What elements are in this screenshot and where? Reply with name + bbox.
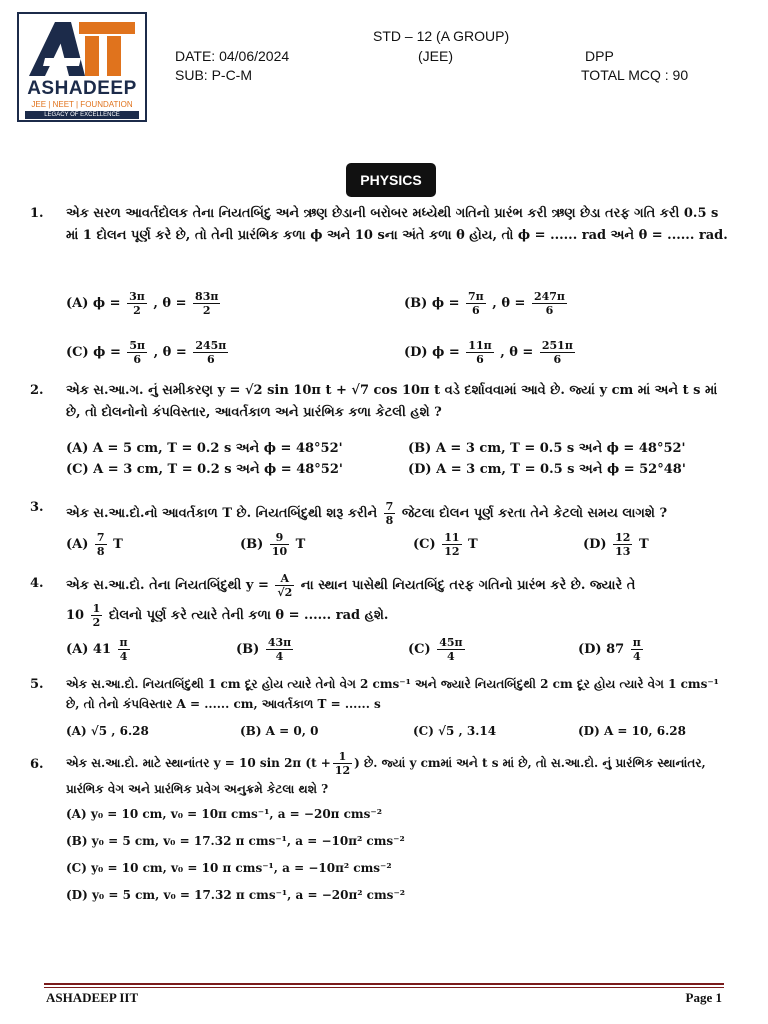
option-b: (B) y₀ = 5 cm, v₀ = 17.32 π cms⁻¹, a = −10π² cms⁻² <box>66 834 405 848</box>
option-b: (B) ϕ = $\frac{7\pi}{6}$ , θ = $\frac{247\pi}{6}$ <box>404 290 565 317</box>
logo-tagline: JEE | NEET | FOUNDATION <box>31 100 133 109</box>
header-total: TOTAL MCQ : 90 <box>581 67 689 83</box>
question-number: 3. <box>30 500 44 515</box>
question-number: 6. <box>30 757 44 772</box>
footer-divider <box>44 983 724 985</box>
option-c: (C) y₀ = 10 cm, v₀ = 10 π cms⁻¹, a = −10π² cms⁻² <box>66 861 392 875</box>
option-a: (A) √5 , 6.28 <box>66 724 149 738</box>
option-b: (B) $\frac{43\pi}{4}$ <box>236 636 292 663</box>
footer-page-number: Page 1 <box>685 990 722 1005</box>
header-date: DATE: 04/06/2024 <box>175 48 290 64</box>
option-c: (C) A = 3 cm, T = 0.2 s અને ϕ = 48°52' <box>66 462 343 477</box>
question-text: એક સ.આ.દો. માટે સ્થાનાંતર y = 10 sin 2π (t + $\frac{1}{12}$ ) છે. જ્યાં y cmમાં અને t s માં છે, તો સ.આ.દો. નું પ્રારંભિક સ્થાનાંતર, પ્રારંભિક વેગ અને પ્રારંભિક પ્રવેગ અનુક્રમે કેટલા થશે ? <box>66 750 706 796</box>
header-type: DPP <box>585 48 614 64</box>
option-a: (A) y₀ = 10 cm, v₀ = 10π cms⁻¹, a = −20π cms⁻² <box>66 807 382 821</box>
option-b: (B) A = 0, 0 <box>240 724 319 738</box>
section-title: PHYSICS <box>346 163 436 197</box>
header-exam: (JEE) <box>418 48 453 64</box>
footer-divider-thin <box>44 987 724 988</box>
header-std: STD – 12 (A GROUP) <box>373 28 510 44</box>
option-d: (D) $\frac{12}{13}$ T <box>583 531 649 558</box>
logo-mark-icon <box>25 18 139 78</box>
header-subject: SUB: P-C-M <box>175 67 252 83</box>
question-text: એક સ.આ.દો. નિયતબિંદુથી 1 cm દૂર હોય ત્યારે તેનો વેગ 2 cms⁻¹ અને જ્યારે નિયતબિંદુથી 2 cm દૂર હોય ત્યારે વેગ 1 cms⁻¹ છે, તો તેનો કંપવિસ્તાર A = ...... cm, આવર્તકાળ T = ...... s <box>66 677 719 711</box>
option-c: (C) $\frac{45\pi}{4}$ <box>408 636 463 663</box>
option-d: (D) 87 $\frac{\pi}{4}$ <box>578 636 641 663</box>
option-c: (C) $\frac{11}{12}$ T <box>413 531 478 558</box>
option-d: (D) ϕ = $\frac{11\pi}{6}$ , θ = $\frac{251\pi}{6}$ <box>404 339 573 366</box>
option-c: (C) ϕ = $\frac{5\pi}{6}$ , θ = $\frac{245\pi}{6}$ <box>66 339 227 366</box>
option-c: (C) √5 , 3.14 <box>413 724 497 738</box>
question-number: 2. <box>30 383 44 398</box>
ashadeep-logo <box>17 12 147 122</box>
option-d: (D) A = 10, 6.28 <box>578 724 686 738</box>
option-a: (A) A = 5 cm, T = 0.2 s અને ϕ = 48°52' <box>66 441 343 456</box>
option-d: (D) y₀ = 5 cm, v₀ = 17.32 π cms⁻¹, a = −20π² cms⁻² <box>66 888 406 902</box>
question-text: એક સ.આ.ગ. નું સમીકરણ y = √2 sin 10π t + √7 cos 10π t વડે દર્શાવવામાં આવે છે. જ્યાં y cm માં અને t s માં છે, તો દોલનોનો કંપવિસ્તાર, આવર્તકાળ અને પ્રારંભિક કળા કેટલી હશે ? <box>66 383 718 420</box>
question-text-line2: 10 $\frac{1}{2}$ દોલનો પૂર્ણ કરે ત્યારે તેની કળા θ = ...... rad હશે. <box>66 602 389 629</box>
question-text: એક સરળ આવર્તદોલક તેના નિયતબિંદુ અને ઋણ છેડાની બરોબર મધ્યેથી ગતિનો પ્રારંભ કરી ઋણ છેડા તરફ ગતિ કરી 0.5 s માં 1 દોલન પૂર્ણ કરે છે, તો તેની પ્રારંભિક કળા ϕ અને 10 sના અંતે કળા θ હોય, તો ϕ = ...... rad અને θ = ...... rad. <box>66 206 728 243</box>
option-a: (A) 41 $\frac{\pi}{4}$ <box>66 636 128 663</box>
option-a: (A) $\frac{7}{8}$ T <box>66 531 123 558</box>
question-number: 1. <box>30 206 44 221</box>
logo-motto: LEGACY OF EXCELLENCE <box>25 111 139 119</box>
question-number: 5. <box>30 677 44 692</box>
question-text: એક સ.આ.દો. તેના નિયતબિંદુથી y = $\frac{A}{√2}$ ના સ્થાન પાસેથી નિયતબિંદુ તરફ ગતિનો પ્રારંભ કરે છે. જ્યારે તે <box>66 572 636 599</box>
option-d: (D) A = 3 cm, T = 0.5 s અને ϕ = 52°48' <box>408 462 686 477</box>
question-number: 4. <box>30 576 44 591</box>
question-text: એક સ.આ.દો.નો આવર્તકાળ T છે. નિયતબિંદુથી શરૂ કરીને $\frac{7}{8}$ જેટલા દોલન પૂર્ણ કરતા તેને કેટલો સમય લાગશે ? <box>66 500 668 527</box>
logo-brand: ASHADEEP <box>27 78 137 99</box>
footer-left: ASHADEEP IIT <box>46 990 139 1005</box>
option-b: (B) A = 3 cm, T = 0.5 s અને ϕ = 48°52' <box>408 441 686 456</box>
option-a: (A) ϕ = $\frac{3\pi}{2}$ , θ = $\frac{83\pi}{2}$ <box>66 290 219 317</box>
option-b: (B) $\frac{9}{10}$ T <box>240 531 306 558</box>
